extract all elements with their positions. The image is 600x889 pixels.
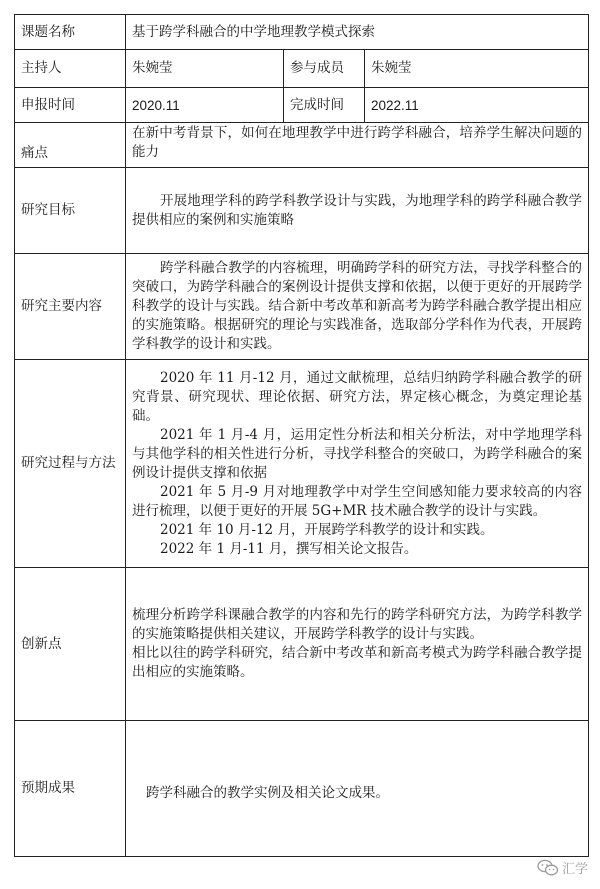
process-paragraph: 2021 年 1 月-4 月，运用定性分析法和相关分析法，对中学地理学科与其他学科的相关性进行分析，寻找学科整合的突破口，为跨学科融合的案例设计提供支撑和依据 [132,426,583,481]
pain-value: 在新中考背景下，如何在地理教学中进行跨学科融合，培养学生解决问题的能力 [132,125,583,160]
row-content [15,254,589,360]
innovation-paragraph: 相比以往的跨学科研究，结合新中考改革和新高考模式为跨学科融合教学提出相应的实施策略。 [132,645,583,680]
innovation-label: 创新点 [15,568,126,721]
row-process [15,360,589,568]
finish-time-value: 2022.11 [365,88,589,123]
process-paragraph: 2021 年 10 月-12 月，开展跨学科教学的设计和实践。 [160,521,494,538]
host-label: 主持人 [15,50,126,88]
row-host [15,50,589,88]
topic-value: 基于跨学科融合的中学地理教学模式探索 [126,15,589,50]
apply-time-label: 申报时间 [15,88,126,123]
row-pain [15,123,589,168]
goal-value: 开展地理学科的跨学科教学设计与实践，为地理学科的跨学科融合教学提供相应的案例和实施策略 [132,192,583,228]
process-paragraph: 2020 年 11 月-12 月，通过文献梳理，总结归纳跨学科融合教学的研究背景、研究现状、理论依据、研究方法，界定核心概念，为奠定理论基础。 [132,369,583,424]
project-form-table [14,14,589,857]
content-value: 跨学科融合教学的内容梳理，明确跨学科的研究方法，寻找学科整合的突破口，为跨学科融合的案例设计提供支撑和依据，以便于更好的开展跨学科教学的设计与实践。结合新中考改革和新高考为跨学科融合教学提出相应的实施策略。根据研究的理论与实践准备，选取部分学科作为代表，开展跨学科教学的设计和实践。 [132,260,583,352]
watermark-text: 汇学 [561,862,588,877]
innovation-paragraph: 梳理分析跨学科课融合教学的内容和先行的跨学科研究方法，为跨学科教学的实施策略提供相关建议，开展跨学科教学的设计与实践。 [132,607,583,642]
goal-label: 研究目标 [15,168,126,254]
row-innovation [15,568,589,721]
wechat-logo-icon [537,859,559,877]
finish-time-label: 完成时间 [284,88,365,123]
topic-label: 课题名称 [15,15,126,50]
row-goal [15,168,589,254]
pain-label: 痛点 [15,123,126,168]
host-value: 朱婉莹 [126,50,284,88]
row-topic [15,15,589,50]
watermark [537,858,588,877]
row-time [15,88,589,123]
apply-time-value: 2020.11 [126,88,284,123]
content-label: 研究主要内容 [15,254,126,360]
process-label: 研究过程与方法 [15,360,126,568]
row-outcome [15,721,589,857]
member-value: 朱婉莹 [365,50,589,88]
member-label: 参与成员 [284,50,365,88]
outcome-label: 预期成果 [15,721,126,857]
outcome-value: 跨学科融合的教学实例及相关论文成果。 [146,785,389,801]
process-paragraph: 2021 年 5 月-9 月对地理教学中对学生空间感知能力要求较高的内容进行梳理，以便于更好的开展 5G+MR 技术融合教学的设计与实践。 [132,483,583,519]
process-paragraph: 2022 年 1 月-11 月，撰写相关论文报告。 [160,540,418,557]
